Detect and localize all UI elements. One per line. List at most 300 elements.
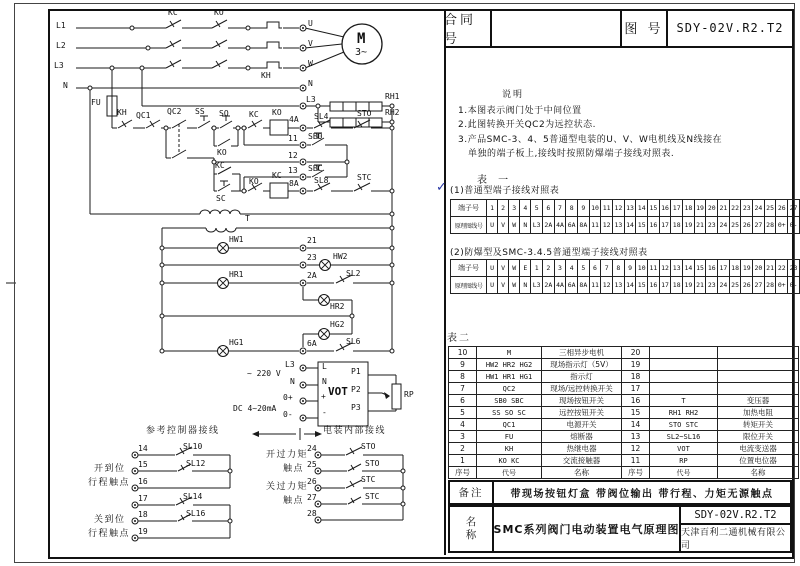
terminal-cell: 15 [648, 200, 660, 217]
terminal-cell: 17 [718, 260, 730, 277]
label-so: SO [219, 109, 229, 118]
terminal-cell: 19 [683, 277, 695, 294]
label-l3-terminal: L3 [306, 95, 316, 104]
label-terminal-26: 26 [307, 477, 317, 486]
notes-heading: 说明 [502, 90, 525, 100]
label-l3-vot: L3 [285, 360, 295, 369]
terminal-cell: 25 [729, 217, 741, 234]
check-mark: ✓ [436, 180, 447, 195]
terminal-cell: 18 [671, 217, 683, 234]
table-two-label: 表二 [447, 333, 471, 344]
label-l2: L2 [56, 41, 66, 50]
component-cell: 3 [449, 431, 477, 443]
terminal-table-2 [450, 259, 800, 294]
label-terminal-27: 27 [307, 493, 317, 502]
terminal-cell: E [520, 260, 531, 277]
component-cell: HW1 HR1 HG1 [477, 371, 542, 383]
terminal-cell: 11 [589, 277, 601, 294]
terminal-cell: 11 [589, 217, 601, 234]
label-ko-coil: KO [272, 108, 282, 117]
component-cell: 4 [449, 419, 477, 431]
terminal-cell: 14 [636, 200, 648, 217]
terminal-cell: U [487, 260, 498, 277]
component-cell: 13 [622, 431, 650, 443]
component-cell: M [477, 347, 542, 359]
terminal-cell: 10 [589, 200, 601, 217]
component-cell: FU [477, 431, 542, 443]
component-cell: 现场/远控转换开关 [542, 383, 622, 395]
label-dc-signal: DC 4~20mA [233, 404, 277, 413]
terminal-cell: 6A [566, 277, 578, 294]
component-cell: 三相异步电机 [542, 347, 622, 359]
component-cell: SB0 SBC [477, 395, 542, 407]
terminal-cell: 0+ [776, 277, 788, 294]
terminal-cell: 14 [683, 260, 695, 277]
component-cell [718, 347, 799, 359]
terminal-cell: 27 [753, 277, 765, 294]
component-cell: 18 [622, 371, 650, 383]
terminal-cell: 6 [542, 200, 554, 217]
table-one-label: 表 一 [477, 175, 513, 186]
terminal-cell: 19 [694, 200, 706, 217]
terminal-cell: 28 [764, 277, 776, 294]
component-cell: 6 [449, 395, 477, 407]
label-open-torque-2: 触点 [283, 464, 305, 474]
label-motor-phase: 3~ [355, 47, 368, 58]
contract-number-label: 合同号 [444, 9, 492, 46]
label-terminal-14: 14 [138, 444, 148, 453]
terminal-cell: 2 [498, 200, 509, 217]
label-hw1: HW1 [229, 235, 244, 244]
name-label-char-1: 名 [465, 516, 477, 528]
label-sto-24: STO [361, 442, 376, 451]
label-ref-controller: 参考控制器接线 [146, 426, 220, 436]
terminal-cell: 17 [671, 200, 683, 217]
terminal-cell: 24 [718, 217, 730, 234]
label-p1: P1 [351, 367, 361, 376]
component-cell: 代号 [477, 467, 542, 479]
terminal-cell: 22 [776, 260, 788, 277]
label-u: U [308, 19, 313, 28]
component-cell [650, 347, 718, 359]
component-cell: 序号 [622, 467, 650, 479]
terminal-cell: 13 [624, 200, 636, 217]
terminal-cell: 8 [566, 200, 578, 217]
label-vot: VOT [328, 385, 348, 398]
component-cell: 9 [449, 359, 477, 371]
component-cell: KO KC [477, 455, 542, 467]
drawing-number-value: SDY-02V.R2.T2 [676, 20, 784, 35]
component-cell: 序号 [449, 467, 477, 479]
terminal-cell: 21 [694, 217, 706, 234]
component-cell: KH [477, 443, 542, 455]
terminal-cell: W [509, 277, 520, 294]
component-cell: 7 [449, 383, 477, 395]
terminal-cell: 24 [718, 277, 730, 294]
terminal-cell: 24 [753, 200, 765, 217]
terminal-cell: 0- [788, 217, 800, 234]
terminal-cell: 9 [624, 260, 636, 277]
label-fu: FU [91, 98, 101, 107]
label-sto-25: STO [365, 459, 380, 468]
label-n: N [63, 81, 68, 90]
label-stc-main: STC [357, 173, 372, 182]
component-cell: 16 [622, 395, 650, 407]
component-cell: 位置电位器 [718, 455, 799, 467]
terminal-cell: 13 [613, 217, 625, 234]
label-sc: SC [216, 194, 226, 203]
component-cell: 8 [449, 371, 477, 383]
label-stc-27: STC [365, 492, 380, 501]
component-cell: VOT [650, 443, 718, 455]
label-sl6: SL6 [346, 337, 361, 346]
component-cell: 现场按钮开关 [542, 395, 622, 407]
component-cell: 现场指示灯（5V） [542, 359, 622, 371]
terminal-row-header: 原理图线号 [451, 217, 487, 234]
label-kc-main: KC [168, 8, 178, 17]
component-cell: 11 [622, 455, 650, 467]
label-hg2: HG2 [330, 320, 345, 329]
label-close-torque: 关过力矩 [266, 482, 309, 492]
component-cell: HW2 HR2 HG2 [477, 359, 542, 371]
component-cell [718, 359, 799, 371]
label-kh-contact: KH [117, 108, 127, 117]
label-hg1: HG1 [229, 338, 244, 347]
terminal-row-header: 端子号 [451, 200, 487, 217]
terminal-cell: V [498, 260, 509, 277]
component-cell [718, 383, 799, 395]
terminal-cell: 2A [542, 277, 554, 294]
terminal-row-header: 端子号 [451, 260, 487, 277]
component-cell: 15 [622, 407, 650, 419]
terminal-cell: 0+ [776, 217, 788, 234]
terminal-cell: 10 [636, 260, 648, 277]
terminal-cell: 14 [624, 277, 636, 294]
terminal-cell: 18 [729, 260, 741, 277]
terminal-cell: 12 [659, 260, 671, 277]
label-vot-l: L [322, 362, 327, 371]
component-cell: 交流接触器 [542, 455, 622, 467]
terminal-cell: 11 [601, 200, 613, 217]
terminal-cell: 23 [788, 260, 800, 277]
terminal-cell: V [498, 217, 509, 234]
label-close-limit-2: 行程触点 [88, 529, 131, 539]
terminal-cell: 4 [520, 200, 531, 217]
terminal-cell: 12 [601, 217, 613, 234]
label-vot-n: N [322, 377, 327, 386]
component-cell: STO STC [650, 419, 718, 431]
component-cell: RH1 RH2 [650, 407, 718, 419]
company-name: 天津百利二通机械有限公司 [681, 528, 786, 551]
label-sl4: SL4 [314, 112, 329, 121]
label-vot-minus: - [322, 408, 327, 417]
terminal-cell: 27 [788, 200, 800, 217]
label-terminal-6a: 6A [307, 339, 317, 348]
terminal-cell: U [487, 217, 498, 234]
drawing-title: SMC系列阀门电动装置电气原理图 [494, 507, 681, 551]
terminal-cell: 19 [741, 260, 753, 277]
note-line-3: 3.产品SMC-3、4、5普通型电装的U、V、W电机线及N线接在 [458, 134, 723, 145]
terminal-cell: 7 [554, 200, 566, 217]
remark-box [448, 480, 792, 505]
label-motor-m: M [357, 31, 366, 47]
contract-number-value [492, 9, 622, 46]
component-cell: T [650, 395, 718, 407]
terminal-cell: L3 [531, 217, 543, 234]
terminal-cell: 23 [706, 277, 718, 294]
terminal-cell: 22 [729, 200, 741, 217]
label-sl12: SL12 [186, 459, 206, 468]
terminal-cell: 3 [554, 260, 566, 277]
terminal-cell: 28 [764, 217, 776, 234]
terminal-cell: 5 [578, 260, 590, 277]
label-sl14: SL14 [183, 492, 203, 501]
terminal-cell: 13 [613, 277, 625, 294]
remark-text: 带现场按钮灯盒 带阀位输出 带行程、力矩无源触点 [510, 489, 774, 500]
label-terminal-28: 28 [307, 509, 317, 518]
terminal-cell: 14 [624, 217, 636, 234]
panel-divider [444, 9, 446, 555]
footer-drawing-number: SDY-02V.R2.T2 [681, 507, 790, 525]
component-cell: 转矩开关 [718, 419, 799, 431]
component-cell: 名称 [718, 467, 799, 479]
terminal-cell: 18 [683, 200, 695, 217]
label-open-limit-2: 行程触点 [88, 478, 131, 488]
label-t: T [245, 214, 250, 223]
component-cell: 1 [449, 455, 477, 467]
label-sl10: SL10 [183, 442, 203, 451]
terminal-cell: 27 [753, 217, 765, 234]
terminal-cell: 20 [706, 200, 718, 217]
note-line-4: 单独的端子板上,接线时按照防爆端子接线对照表. [468, 149, 675, 159]
label-ko-hold: KO [217, 148, 227, 157]
terminal-cell: 15 [636, 277, 648, 294]
terminal-cell: 4A [554, 277, 566, 294]
component-cell: SL2~SL16 [650, 431, 718, 443]
label-terminal-13: 13 [288, 166, 298, 175]
terminal-cell: 17 [659, 277, 671, 294]
terminal-cell: 16 [706, 260, 718, 277]
label-sl16: SL16 [186, 509, 206, 518]
terminal-cell: 4A [554, 217, 566, 234]
terminal-row-header: 原理图线号 [451, 277, 487, 294]
label-stc-26: STC [361, 475, 376, 484]
label-kh-main: KH [261, 71, 271, 80]
terminal-cell: 3 [509, 200, 520, 217]
component-cell: 名称 [542, 467, 622, 479]
label-n-terminal: N [308, 79, 313, 88]
terminal-cell: 26 [776, 200, 788, 217]
name-block [448, 505, 792, 553]
terminal-cell: N [520, 277, 531, 294]
label-rp: RP [404, 390, 414, 399]
terminal-cell: 1 [487, 200, 498, 217]
component-cell: 远控按钮开关 [542, 407, 622, 419]
label-terminal-17: 17 [138, 494, 148, 503]
label-terminal-8a: 8A [289, 179, 299, 188]
component-cell: 19 [622, 359, 650, 371]
label-0minus: 0- [283, 410, 293, 419]
label-terminal-2a: 2A [307, 271, 317, 280]
terminal-cell: 6 [589, 260, 601, 277]
label-p2: P2 [351, 385, 361, 394]
component-cell: 20 [622, 347, 650, 359]
drawing-number-label: 图 号 [622, 9, 668, 46]
remark-label: 备注 [450, 482, 494, 503]
component-cell [650, 371, 718, 383]
label-terminal-18: 18 [138, 510, 148, 519]
label-open-torque: 开过力矩 [266, 450, 309, 460]
terminal-cell: 21 [694, 277, 706, 294]
terminal-cell: W [509, 217, 520, 234]
label-kc-hold: KC [215, 161, 225, 170]
note-line-2: 2.此图转换开关QC2为远控状态. [458, 120, 597, 130]
label-kc-coil: KC [272, 171, 282, 180]
terminal-cell: 2A [542, 217, 554, 234]
component-cell: 指示灯 [542, 371, 622, 383]
terminal-cell: N [520, 217, 531, 234]
terminal-cell: 23 [706, 217, 718, 234]
label-qc2: QC2 [167, 107, 182, 116]
terminal-cell: W [509, 260, 520, 277]
label-sto-main: STO [357, 109, 372, 118]
terminal-cell: 26 [741, 277, 753, 294]
terminal-cell: 16 [648, 217, 660, 234]
terminal-cell: 2 [542, 260, 554, 277]
terminal-cell: 8A [578, 277, 590, 294]
terminal-cell: 4 [566, 260, 578, 277]
label-terminal-15: 15 [138, 460, 148, 469]
component-cell: 14 [622, 419, 650, 431]
label-internal-wiring: 电装内部接线 [323, 426, 387, 436]
component-cell: 10 [449, 347, 477, 359]
label-kc-interlock: KC [249, 110, 259, 119]
label-sl2: SL2 [346, 269, 361, 278]
note-line-1: 1.本图表示阀门处于中间位置 [458, 105, 582, 116]
label-close-limit: 关到位 [94, 515, 126, 525]
label-w: W [308, 59, 313, 68]
label-l3: L3 [54, 61, 64, 70]
component-cell: 限位开关 [718, 431, 799, 443]
component-cell: 代号 [650, 467, 718, 479]
label-terminal-19: 19 [138, 527, 148, 536]
label-hr1: HR1 [229, 270, 244, 279]
terminal-cell: 9 [578, 200, 590, 217]
terminal-cell: 16 [659, 200, 671, 217]
label-qc1: QC1 [136, 111, 151, 120]
terminal-cell: 20 [753, 260, 765, 277]
component-cell: RP [650, 455, 718, 467]
label-v: V [308, 39, 313, 48]
label-n-vot: N [290, 377, 295, 386]
label-vot-plus: + [321, 392, 326, 401]
label-ac-supply: ~ 220 V [247, 369, 281, 378]
terminal-cell: 21 [718, 200, 730, 217]
label-ss: SS [195, 107, 205, 116]
component-cell: 电源开关 [542, 419, 622, 431]
terminal-cell: 15 [694, 260, 706, 277]
label-sb0: SB0 [308, 132, 323, 141]
terminal-cell: 1 [531, 260, 543, 277]
terminal-cell: 23 [741, 200, 753, 217]
terminal-cell: 13 [671, 260, 683, 277]
notes-section [458, 88, 788, 162]
terminal-cell: 25 [764, 200, 776, 217]
label-terminal-25: 25 [307, 460, 317, 469]
terminal-cell: 8 [613, 260, 625, 277]
label-terminal-21: 21 [307, 236, 317, 245]
label-ko-interlock: KO [249, 177, 259, 186]
terminal-cell: 6A [566, 217, 578, 234]
terminal-table-1-title: (1)普通型端子接线对照表 [450, 186, 560, 196]
component-cell: 热继电器 [542, 443, 622, 455]
label-sbc: SBC [308, 164, 323, 173]
label-open-limit: 开到位 [94, 464, 126, 474]
label-terminal-12: 12 [288, 151, 298, 160]
name-label-char-2: 称 [465, 529, 477, 541]
terminal-cell: 8A [578, 217, 590, 234]
component-cell: 17 [622, 383, 650, 395]
label-hr2: HR2 [330, 302, 345, 311]
label-hw2: HW2 [333, 252, 348, 261]
terminal-cell: 11 [648, 260, 660, 277]
label-p3: P3 [351, 403, 361, 412]
terminal-cell: 5 [531, 200, 543, 217]
terminal-cell: 26 [741, 217, 753, 234]
terminal-cell: U [487, 277, 498, 294]
component-cell: 电流变送器 [718, 443, 799, 455]
label-terminal-24: 24 [307, 444, 317, 453]
label-l1: L1 [56, 21, 66, 30]
label-terminal-4a: 4A [289, 115, 299, 124]
terminal-cell: 19 [683, 217, 695, 234]
terminal-cell: 12 [613, 200, 625, 217]
terminal-cell: 12 [601, 277, 613, 294]
label-sl8: SL8 [314, 176, 329, 185]
terminal-cell: 0- [788, 277, 800, 294]
terminal-cell: 18 [671, 277, 683, 294]
component-cell [718, 371, 799, 383]
label-rh2: RH2 [385, 108, 400, 117]
terminal-cell: 7 [601, 260, 613, 277]
label-terminal-11: 11 [288, 134, 298, 143]
name-label [450, 507, 494, 551]
title-block [444, 9, 792, 48]
component-cell [650, 359, 718, 371]
component-cell: 变压器 [718, 395, 799, 407]
component-table [448, 346, 799, 479]
component-cell: 5 [449, 407, 477, 419]
terminal-cell: L3 [531, 277, 543, 294]
label-terminal-23: 23 [307, 253, 317, 262]
terminal-cell: 17 [659, 217, 671, 234]
label-terminal-16: 16 [138, 477, 148, 486]
component-cell: QC1 [477, 419, 542, 431]
component-cell: 12 [622, 443, 650, 455]
label-rh1: RH1 [385, 92, 400, 101]
component-cell: 2 [449, 443, 477, 455]
label-close-torque-2: 触点 [283, 496, 305, 506]
terminal-cell: 16 [648, 277, 660, 294]
component-cell [650, 383, 718, 395]
component-cell: 加热电阻 [718, 407, 799, 419]
component-cell: QC2 [477, 383, 542, 395]
terminal-table-1 [450, 199, 800, 234]
label-0plus: 0+ [283, 393, 293, 402]
terminal-cell: 15 [636, 217, 648, 234]
terminal-cell: 25 [729, 277, 741, 294]
component-cell: 熔断器 [542, 431, 622, 443]
